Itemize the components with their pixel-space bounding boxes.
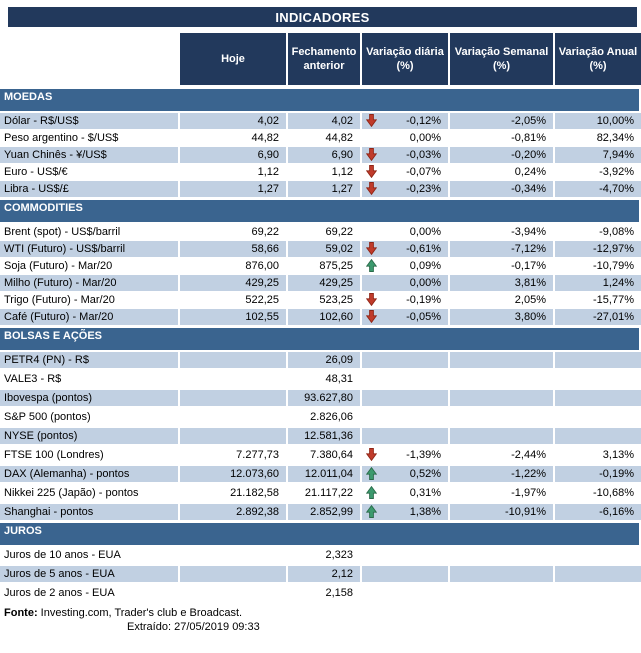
hoje-cell: [180, 352, 286, 368]
column-header-3: Variação diária (%): [362, 33, 448, 85]
variacao-semanal-cell: -2,05%: [450, 113, 553, 129]
hoje-cell: 44,82: [251, 132, 279, 144]
variacao-anual-cell: -15,77%: [593, 294, 634, 306]
variacao-anual-cell: -3,92%: [599, 166, 634, 178]
indicator-label-cell: VALE3 - R$: [4, 373, 62, 385]
section: [0, 523, 641, 601]
column-header-row: [0, 33, 641, 85]
report-title-text: INDICADORES: [275, 9, 370, 25]
variacao-diaria-cell: [362, 390, 448, 406]
section-header-bolsas-e-a-es: BOLSAS E AÇÕES: [0, 328, 639, 350]
fechamento-anterior-cell: 4,02: [288, 113, 360, 129]
indicator-label-cell: Soja (Futuro) - Mar/20: [4, 260, 113, 272]
hoje-cell: 7.277,73: [236, 449, 279, 461]
up-arrow-icon: [366, 505, 377, 518]
variacao-semanal-cell: [450, 371, 553, 387]
variacao-diaria-cell: [362, 428, 448, 444]
variacao-anual-cell: -27,01%: [555, 309, 641, 325]
hoje-cell: 429,25: [180, 275, 286, 291]
indicator-label-cell: Trigo (Futuro) - Mar/20: [4, 294, 115, 306]
hoje-cell: 1,12: [257, 166, 279, 178]
section-header-moedas: MOEDAS: [0, 89, 639, 111]
variacao-anual-cell: [555, 409, 641, 425]
up-arrow-icon: [366, 259, 377, 272]
indicator-label-cell: Euro - US$/€: [4, 166, 68, 178]
section-header-juros: JUROS: [0, 523, 639, 545]
table-row: [0, 113, 641, 129]
down-arrow-icon: [366, 182, 377, 195]
variacao-semanal-cell: [450, 409, 553, 425]
table-row: [0, 181, 641, 197]
section: [0, 328, 641, 520]
table-row: [0, 447, 641, 463]
variacao-semanal-cell: 0,24%: [514, 166, 546, 178]
fechamento-anterior-cell: 2,12: [288, 566, 360, 582]
indicator-label-cell: DAX (Alemanha) - pontos: [0, 466, 178, 482]
table-row: [0, 241, 641, 257]
variacao-anual-cell: [555, 371, 641, 387]
indicator-label-cell: Shanghai - pontos: [0, 504, 178, 520]
fechamento-anterior-cell: 59,02: [288, 241, 360, 257]
table-row: [0, 547, 641, 563]
fechamento-anterior-cell: 875,25: [319, 260, 353, 272]
variacao-anual-cell: [555, 428, 641, 444]
variacao-anual-cell: 1,24%: [555, 275, 641, 291]
hoje-cell: 12.073,60: [180, 466, 286, 482]
variacao-anual-cell: 82,34%: [596, 132, 634, 144]
fechamento-anterior-cell: 12.011,04: [288, 466, 360, 482]
table-row: [0, 409, 641, 425]
section-header-commodities: COMMODITIES: [0, 200, 639, 222]
hoje-cell: [180, 428, 286, 444]
table-row: [0, 352, 641, 368]
variacao-anual-cell: -10,79%: [593, 260, 634, 272]
column-header-5: Variação Anual (%): [555, 33, 641, 85]
variacao-semanal-cell: [450, 352, 553, 368]
source-label: Fonte:: [4, 607, 38, 619]
indicator-label-cell: Milho (Futuro) - Mar/20: [0, 275, 178, 291]
table-row: [0, 292, 641, 308]
variacao-diaria-cell: [362, 547, 448, 563]
variacao-semanal-cell: -3,94%: [511, 226, 546, 238]
source-line: [0, 606, 641, 620]
indicator-label-cell: Brent (spot) - US$/barril: [4, 226, 121, 238]
table-row: [0, 130, 641, 146]
variacao-anual-cell: -4,70%: [555, 181, 641, 197]
table-row: [0, 566, 641, 582]
extracted-line: Extraído: 27/05/2019 09:33: [127, 621, 260, 633]
variacao-diaria-cell: -0,12%: [362, 113, 448, 129]
variacao-anual-cell: -12,97%: [555, 241, 641, 257]
hoje-cell: 6,90: [180, 147, 286, 163]
variacao-diaria-cell: -0,05%: [362, 309, 448, 325]
variacao-semanal-cell: -2,44%: [511, 449, 546, 461]
variacao-diaria-cell: -0,07%: [362, 164, 448, 180]
variacao-semanal-cell: -0,34%: [450, 181, 553, 197]
table-row: [0, 466, 641, 482]
fechamento-anterior-cell: 2.852,99: [288, 504, 360, 520]
hoje-cell: 58,66: [180, 241, 286, 257]
hoje-cell: [180, 585, 286, 601]
variacao-semanal-cell: [450, 566, 553, 582]
variacao-diaria-cell: -0,61%: [362, 241, 448, 257]
hoje-cell: [180, 547, 286, 563]
variacao-semanal-cell: [450, 585, 553, 601]
variacao-diaria-cell: [362, 585, 448, 601]
fechamento-anterior-cell: 21.117,22: [304, 487, 353, 499]
fechamento-anterior-cell: 44,82: [325, 132, 353, 144]
table-row: [0, 428, 641, 444]
down-arrow-icon: [366, 242, 377, 255]
variacao-semanal-cell: [450, 547, 553, 563]
variacao-semanal-cell: -0,17%: [511, 260, 546, 272]
fechamento-anterior-cell: 1,27: [288, 181, 360, 197]
table-row: [0, 485, 641, 501]
variacao-diaria-cell: [362, 371, 448, 387]
down-arrow-icon: [366, 165, 377, 178]
indicator-label-cell: FTSE 100 (Londres): [4, 449, 104, 461]
fechamento-anterior-cell: 26,09: [288, 352, 360, 368]
indicator-label-cell: Yuan Chinês - ¥/US$: [0, 147, 178, 163]
variacao-diaria-cell: -0,19%: [362, 292, 448, 308]
hoje-cell: 522,25: [245, 294, 279, 306]
variacao-anual-cell: 3,13%: [602, 449, 634, 461]
hoje-cell: [180, 390, 286, 406]
variacao-semanal-cell: 3,80%: [450, 309, 553, 325]
header-spacer: [0, 33, 178, 85]
variacao-diaria-cell: -0,03%: [362, 147, 448, 163]
table-row: [0, 371, 641, 387]
fechamento-anterior-cell: 6,90: [288, 147, 360, 163]
section: [0, 89, 641, 197]
table-row: [0, 585, 641, 601]
table-body: [0, 89, 641, 601]
variacao-diaria-cell: 0,09%: [362, 258, 448, 274]
hoje-cell: [180, 566, 286, 582]
section: [0, 200, 641, 325]
variacao-diaria-cell: 0,31%: [362, 485, 448, 501]
hoje-cell: 102,55: [180, 309, 286, 325]
variacao-anual-cell: -6,16%: [555, 504, 641, 520]
variacao-semanal-cell: 2,05%: [514, 294, 546, 306]
variacao-semanal-cell: [450, 428, 553, 444]
variacao-diaria-cell: 0,00%: [362, 275, 448, 291]
indicator-label-cell: Dólar - R$/US$: [0, 113, 178, 129]
source-text: Investing.com, Trader's club e Broadcast.: [37, 607, 243, 619]
table-row: [0, 309, 641, 325]
table-row: [0, 258, 641, 274]
indicator-label-cell: WTI (Futuro) - US$/barril: [0, 241, 178, 257]
hoje-cell: 69,22: [251, 226, 279, 238]
fechamento-anterior-cell: 2,323: [325, 549, 353, 561]
indicator-label-cell: Café (Futuro) - Mar/20: [0, 309, 178, 325]
hoje-cell: [180, 409, 286, 425]
footer: [0, 606, 641, 634]
variacao-diaria-cell: 0,00%: [409, 132, 441, 144]
variacao-anual-cell: -0,19%: [555, 466, 641, 482]
indicator-label-cell: Libra - US$/£: [0, 181, 178, 197]
indicator-label-cell: Ibovespa (pontos): [0, 390, 178, 406]
variacao-semanal-cell: -7,12%: [450, 241, 553, 257]
column-header-2: Fechamento anterior: [288, 33, 360, 85]
variacao-anual-cell: [555, 566, 641, 582]
variacao-semanal-cell: -0,81%: [511, 132, 546, 144]
table-row: [0, 275, 641, 291]
hoje-cell: 876,00: [245, 260, 279, 272]
variacao-diaria-cell: 1,38%: [362, 504, 448, 520]
variacao-anual-cell: 10,00%: [555, 113, 641, 129]
fechamento-anterior-cell: 2,158: [325, 587, 353, 599]
variacao-semanal-cell: -1,22%: [450, 466, 553, 482]
table-row: [0, 164, 641, 180]
fechamento-anterior-cell: 69,22: [325, 226, 353, 238]
fechamento-anterior-cell: 12.581,36: [288, 428, 360, 444]
fechamento-anterior-cell: 7.380,64: [310, 449, 353, 461]
table-row: [0, 224, 641, 240]
variacao-semanal-cell: [450, 390, 553, 406]
table-row: [0, 147, 641, 163]
down-arrow-icon: [366, 310, 377, 323]
variacao-diaria-cell: [362, 352, 448, 368]
down-arrow-icon: [366, 148, 377, 161]
down-arrow-icon: [366, 293, 377, 306]
down-arrow-icon: [366, 448, 377, 461]
hoje-cell: 4,02: [180, 113, 286, 129]
indicator-label-cell: Nikkei 225 (Japão) - pontos: [4, 487, 139, 499]
hoje-cell: [180, 371, 286, 387]
hoje-cell: 21.182,58: [230, 487, 279, 499]
variacao-anual-cell: -9,08%: [599, 226, 634, 238]
indicator-label-cell: Peso argentino - $/US$: [4, 132, 119, 144]
indicator-label-cell: Juros de 10 anos - EUA: [4, 549, 121, 561]
variacao-semanal-cell: 3,81%: [450, 275, 553, 291]
indicator-label-cell: PETR4 (PN) - R$: [0, 352, 178, 368]
indicator-label-cell: Juros de 2 anos - EUA: [4, 587, 115, 599]
variacao-diaria-cell: [362, 566, 448, 582]
column-header-1: Hoje: [180, 33, 286, 85]
variacao-anual-cell: [555, 585, 641, 601]
variacao-anual-cell: -10,68%: [593, 487, 634, 499]
table-row: [0, 390, 641, 406]
indicator-label-cell: NYSE (pontos): [0, 428, 178, 444]
up-arrow-icon: [366, 467, 377, 480]
fechamento-anterior-cell: 523,25: [319, 294, 353, 306]
variacao-diaria-cell: 0,52%: [362, 466, 448, 482]
down-arrow-icon: [366, 114, 377, 127]
indicator-label-cell: S&P 500 (pontos): [4, 411, 91, 423]
variacao-semanal-cell: -0,20%: [450, 147, 553, 163]
variacao-semanal-cell: -10,91%: [450, 504, 553, 520]
fechamento-anterior-cell: 429,25: [288, 275, 360, 291]
variacao-anual-cell: [555, 352, 641, 368]
hoje-cell: 2.892,38: [180, 504, 286, 520]
fechamento-anterior-cell: 1,12: [331, 166, 353, 178]
fechamento-anterior-cell: 93.627,80: [288, 390, 360, 406]
variacao-diaria-cell: -1,39%: [362, 447, 448, 463]
variacao-diaria-cell: -0,23%: [362, 181, 448, 197]
variacao-anual-cell: [555, 547, 641, 563]
hoje-cell: 1,27: [180, 181, 286, 197]
variacao-diaria-cell: [362, 409, 448, 425]
report-title: [8, 7, 637, 27]
variacao-anual-cell: 7,94%: [555, 147, 641, 163]
fechamento-anterior-cell: 2.826,06: [310, 411, 353, 423]
fechamento-anterior-cell: 102,60: [288, 309, 360, 325]
fechamento-anterior-cell: 48,31: [325, 373, 353, 385]
indicator-label-cell: Juros de 5 anos - EUA: [0, 566, 178, 582]
variacao-semanal-cell: -1,97%: [511, 487, 546, 499]
table-row: [0, 504, 641, 520]
column-header-4: Variação Semanal (%): [450, 33, 553, 85]
variacao-diaria-cell: 0,00%: [409, 226, 441, 238]
up-arrow-icon: [366, 486, 377, 499]
variacao-anual-cell: [555, 390, 641, 406]
